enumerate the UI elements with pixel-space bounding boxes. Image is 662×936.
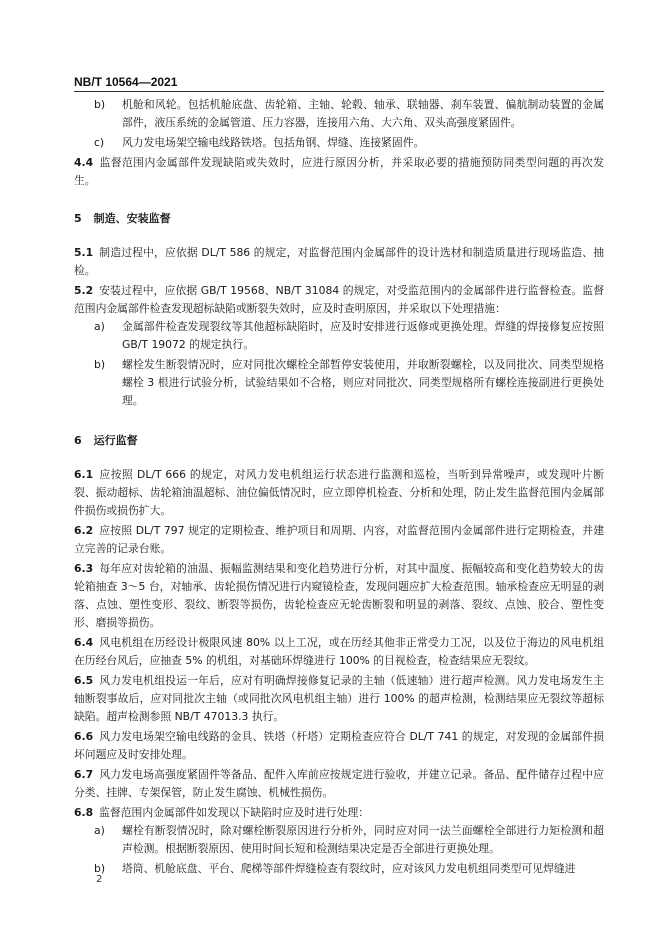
clause-number: 6.3 (74, 562, 94, 575)
section-number: 5 (74, 212, 82, 225)
clause-6-7 (74, 766, 604, 802)
clause-text: 风力发电场高强度紧固件等备品、配件入库前应按规定进行验收，并建立记录。备品、配件储存过程中应分类、挂牌、专架保管，防止发生腐蚀、机械性损伤。 (74, 768, 604, 799)
clause-6-5 (74, 672, 604, 726)
list-text: 螺栓有断裂情况时，除对螺栓断裂原因进行分析外，同时应对同一法兰面螺栓全部进行力矩检测和超声检测。根据断裂原因、使用时间长短和检测结果决定是否全部进行更换处理。 (122, 824, 604, 855)
clause-4-4 (74, 154, 604, 190)
list-text: 金属部件检查发现裂纹等其他超标缺陷时，应及时安排进行返修或更换处理。焊缝的焊接修复应按照 GB/T 19072 的规定执行。 (122, 320, 604, 351)
clause-text: 监督范围内金属部件发现缺陷或失效时，应进行原因分析，并采取必要的措施预防同类型问题的再次发生。 (74, 156, 604, 187)
clause-text: 风力发电场架空输电线路的金具、铁塔（杆塔）定期检查应符合 DL/T 741 的规定，对发现的金属部件损坏问题应及时安排处理。 (74, 730, 604, 761)
section-title: 制造、安装监督 (93, 212, 171, 225)
list-text: 塔筒、机舱底盘、平台、爬梯等部件焊缝检查有裂纹时，应对该风力发电机组同类型可见焊缝进 (122, 862, 576, 875)
list-text: 螺栓发生断裂情况时，应对同批次螺栓全部暂停安装使用，并取断裂螺栓，以及同批次、同类型规格螺栓 3 根进行试验分析，试验结果如不合格，则应对同批次、同类型规格所有螺栓连接副进行更换处理。 (122, 358, 604, 407)
clause-text: 每年应对齿轮箱的油温、振幅监测结果和变化趋势进行分析，对其中温度、振幅较高和变化趋势较大的齿轮箱抽查 3～5 台，对轴承、齿轮损伤情况进行内窥镜检查，发现问题应扩大检查范围。轴承检查应无明显的剥落、点蚀、塑性变形、裂纹、断裂等损伤，齿轮检查应无轮齿断裂和明显的剥落、裂纹、点蚀、胶合、塑性变形、磨损等损伤。 (74, 562, 604, 629)
list-item-5-2a (74, 318, 604, 354)
section-number: 6 (74, 434, 82, 447)
page-content (74, 96, 604, 878)
list-text: 机舱和风轮。包括机舱底盘、齿轮箱、主轴、轮毂、轴承、联轴器、刹车装置、偏航制动装置的金属部件，液压系统的金属管道、压力容器，连接用六角、大六角、双头高强度紧固件。 (122, 98, 604, 129)
clause-6-4 (74, 634, 604, 670)
list-item-c (74, 134, 604, 152)
list-item-5-2b (74, 356, 604, 410)
clause-number: 6.1 (74, 468, 94, 481)
clause-text: 应按照 DL/T 797 规定的定期检查、维护项目和周期、内容，对监督范围内金属部件进行定期检查，并建立完善的记录台账。 (74, 524, 604, 555)
list-item-6-8a (74, 822, 604, 858)
list-mark: a) (94, 824, 105, 837)
clause-text: 风电机组在历经设计极限风速 80% 以上工况，或在历经其他非正常受力工况，以及位于海边的风电机组在历经台风后，应抽查 5% 的机组，对基础环焊缝进行 100% 的目视检查，检查结果应无裂纹。 (74, 636, 604, 667)
list-text: 风力发电场架空输电线路铁塔。包括角钢、焊缝、连接紧固件。 (122, 136, 425, 149)
header-rule (74, 91, 604, 92)
clause-6-3 (74, 560, 604, 632)
clause-number: 6.6 (74, 730, 94, 743)
list-item-6-8b (74, 860, 604, 878)
list-mark: c) (94, 136, 105, 149)
section-5-heading (74, 210, 604, 228)
clause-number: 6.5 (74, 674, 94, 687)
clause-number: 4.4 (74, 156, 94, 169)
section-6-heading (74, 432, 604, 450)
list-item-b (74, 96, 604, 132)
clause-6-1 (74, 466, 604, 520)
clause-text: 制造过程中，应依据 DL/T 586 的规定，对监督范围内金属部件的设计选材和制造质量进行现场监造、抽检。 (74, 246, 604, 277)
clause-number: 6.8 (74, 806, 94, 819)
clause-6-2 (74, 522, 604, 558)
clause-6-8 (74, 804, 604, 822)
section-title: 运行监督 (93, 434, 138, 447)
clause-6-6 (74, 728, 604, 764)
clause-number: 6.2 (74, 524, 94, 537)
clause-number: 5.1 (74, 246, 94, 259)
clause-text: 监督范围内金属部件如发现以下缺陷时应及时进行处理： (99, 806, 370, 819)
clause-number: 6.4 (74, 636, 94, 649)
standard-code-header: NB/T 10564—2021 (74, 75, 178, 89)
clause-number: 6.7 (74, 768, 94, 781)
clause-5-2 (74, 282, 604, 318)
list-mark: b) (94, 358, 106, 371)
list-mark: a) (94, 320, 105, 333)
clause-text: 风力发电机组投运一年后，应对有明确焊接修复记录的主轴（低速轴）进行超声检测。风力发电场发生主轴断裂事故后，应对同批次主轴（或同批次风电机组主轴）进行 100% 的超声检测，检测结果应无裂纹等超标缺陷。超声检测参照 NB/T 47013.3 执行。 (74, 674, 604, 723)
clause-number: 5.2 (74, 284, 94, 297)
clause-text: 应按照 DL/T 666 的规定，对风力发电机组运行状态进行监测和巡检，当听到异常噪声，或发现叶片断裂、振动超标、齿轮箱油温超标、油位偏低情况时，应立即停机检查、分析和处理，防止发生监督范围内金属部件损伤或损伤扩大。 (74, 468, 604, 517)
list-mark: b) (94, 98, 106, 111)
clause-text: 安装过程中，应依据 GB/T 19568、NB/T 31084 的规定，对受监范围内的金属部件进行监督检查。监督范围内金属部件检查发现超标缺陷或断裂失效时，应及时查明原因，并采取以下处理措施： (74, 284, 604, 315)
clause-5-1 (74, 244, 604, 280)
list-mark: b) (94, 862, 106, 875)
page-number: 2 (96, 874, 103, 885)
